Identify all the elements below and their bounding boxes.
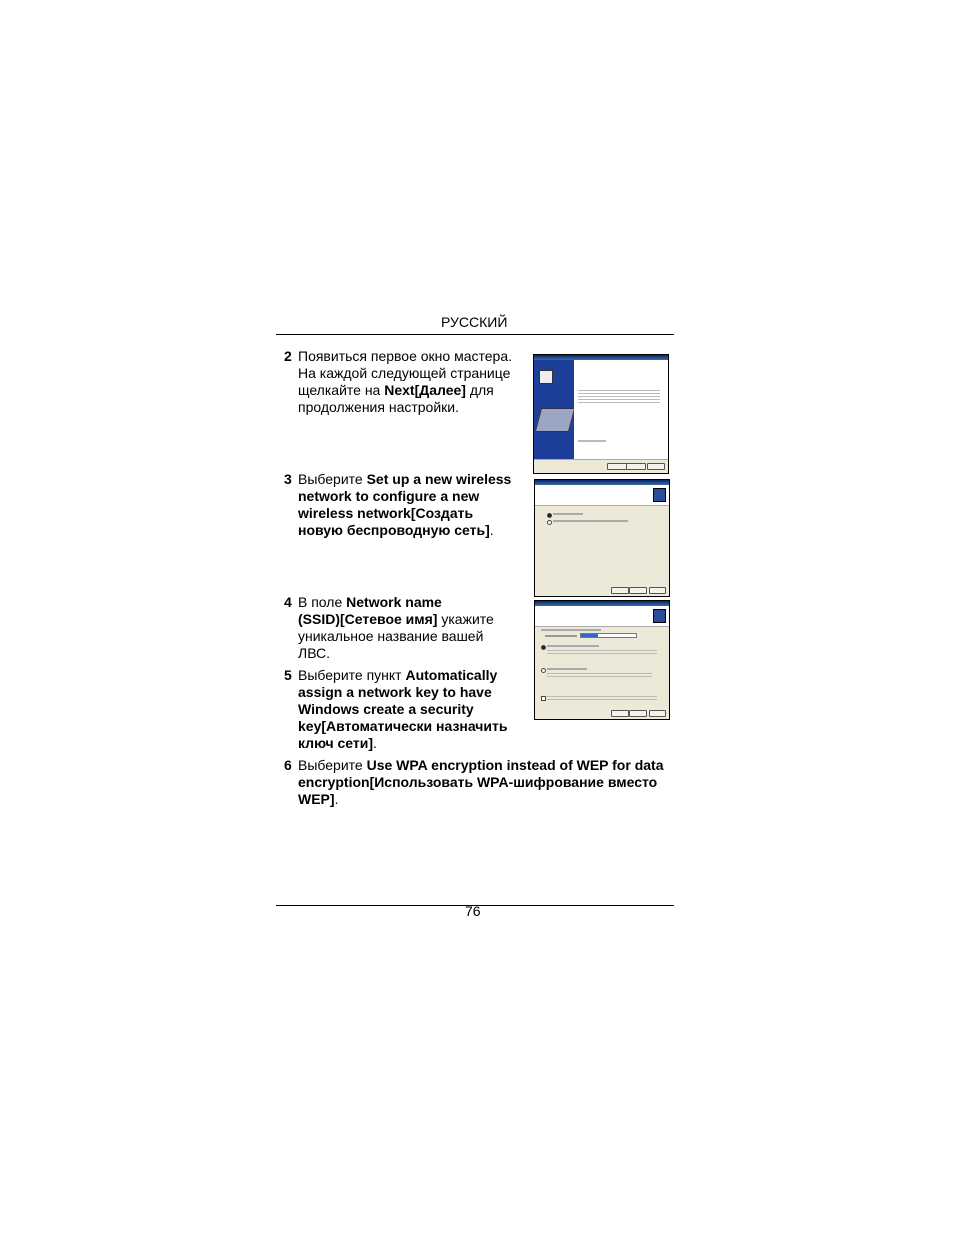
- radio-description: [547, 673, 652, 679]
- laptop-icon: [535, 408, 575, 432]
- header-divider: [276, 334, 674, 335]
- cancel-button[interactable]: [649, 710, 666, 717]
- wizard-logo-icon: [653, 609, 666, 623]
- wizard-side-panel: [534, 360, 574, 460]
- checkbox-label: [547, 696, 657, 701]
- next-button[interactable]: [629, 710, 647, 717]
- next-button[interactable]: [629, 587, 647, 594]
- wizard-header: [535, 485, 669, 506]
- step-text-line: Появиться первое окно мастера.: [298, 348, 512, 364]
- wizard-network-name-screenshot: [534, 600, 670, 720]
- auto-key-radio[interactable]: [541, 645, 546, 650]
- wizard-button-bar: [534, 459, 668, 473]
- step-text-line: Выберите Use WPA encryption instead of WEP for data: [298, 757, 664, 773]
- step-number: 5: [284, 667, 292, 683]
- step-text-line: Windows create a security: [298, 701, 474, 717]
- step-text-line: assign a network key to have: [298, 684, 492, 700]
- cancel-button[interactable]: [647, 463, 665, 470]
- step-text-line: Выберите пункт Automatically: [298, 667, 498, 683]
- step-text-line: ЛВС.: [298, 645, 331, 661]
- next-button[interactable]: [626, 463, 646, 470]
- step-text-line: уникальное название вашей: [298, 628, 484, 644]
- radio-description: [547, 650, 657, 656]
- radio-label: [553, 520, 628, 522]
- back-button[interactable]: [611, 587, 629, 594]
- add-devices-radio[interactable]: [547, 520, 552, 525]
- step-number: 4: [284, 594, 292, 610]
- instruction-text: [541, 629, 601, 631]
- step-text-line: ключ сети].: [298, 735, 377, 751]
- page-header-language: РУССКИЙ: [441, 314, 508, 330]
- step-text-line: (SSID)[Сетевое имя] укажите: [298, 611, 494, 627]
- wireless-icon: [539, 370, 553, 384]
- back-button[interactable]: [611, 710, 629, 717]
- use-wpa-checkbox[interactable]: [541, 696, 546, 701]
- radio-label: [547, 668, 587, 670]
- radio-label: [553, 513, 583, 515]
- step-text-line: network to configure a new: [298, 488, 480, 504]
- wizard-task-screenshot: [534, 479, 670, 597]
- wizard-continue-text: [578, 440, 606, 442]
- step-text-line: В поле Network name: [298, 594, 442, 610]
- step-text-line: Выберите Set up a new wireless: [298, 471, 512, 487]
- wizard-header: [535, 606, 669, 627]
- setup-new-network-radio[interactable]: [547, 513, 552, 518]
- radio-label: [547, 645, 599, 647]
- wizard-body-text: [578, 390, 660, 404]
- page-number: 76: [465, 903, 481, 919]
- step-text-line: encryption[Использовать WPA-шифрование вместо: [298, 774, 658, 790]
- step-number: 3: [284, 471, 292, 487]
- step-text-line: продолжения настройки.: [298, 399, 459, 415]
- step-text-line: новую беспроводную сеть].: [298, 522, 494, 538]
- wizard-welcome-screenshot: [533, 354, 669, 474]
- manual-key-radio[interactable]: [541, 668, 546, 673]
- step-text-line: щелкайте на Next[Далее] для: [298, 382, 494, 398]
- step-text-line: key[Автоматически назначить: [298, 718, 508, 734]
- step-text-line: WEP].: [298, 791, 339, 807]
- wizard-logo-icon: [653, 488, 666, 502]
- step-text-line: wireless network[Создать: [298, 505, 474, 521]
- step-number: 6: [284, 757, 292, 773]
- wizard-content-panel: [574, 360, 668, 460]
- network-name-label: [545, 635, 577, 637]
- step-number: 2: [284, 348, 292, 364]
- cancel-button[interactable]: [649, 587, 666, 594]
- network-name-input[interactable]: [580, 633, 637, 638]
- back-button[interactable]: [607, 463, 627, 470]
- step-text-line: На каждой следующей странице: [298, 365, 511, 381]
